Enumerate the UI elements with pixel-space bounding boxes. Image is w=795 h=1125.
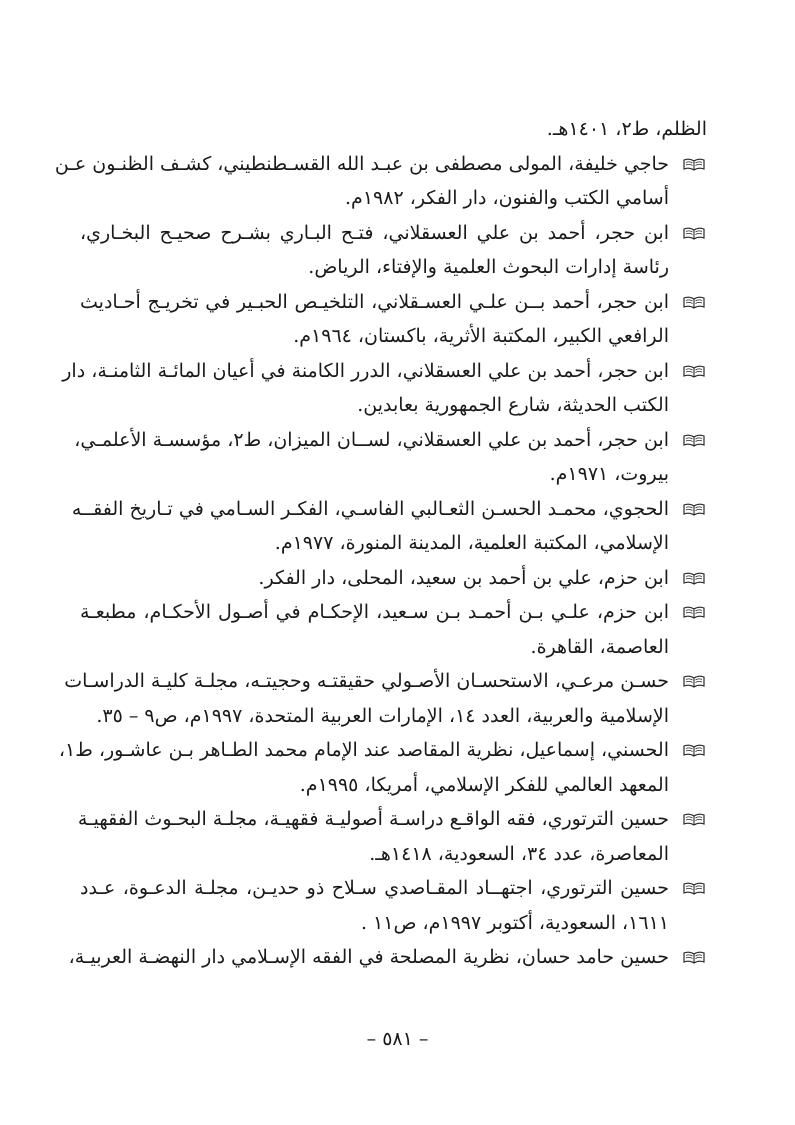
open-book-icon xyxy=(683,158,705,171)
bibliography-entries xyxy=(54,147,707,975)
entry-line: حاجي خليفة، المولى مصطفى بن عبـد الله القسـطنطيني، كشـف الظنـون عـن xyxy=(54,152,669,175)
open-book-icon xyxy=(683,813,705,826)
entry-line: بيروت، ١٩٧١م. xyxy=(549,463,669,485)
entry-line: ابن حزم، علي بن أحمد بن سعيد، المحلى، دار الفكر. xyxy=(258,566,669,589)
bibliography-entry xyxy=(71,492,707,561)
entry-line: الحجوي، محمـد الحسـن الثعـالبي الفاسـي، الفكـر السـامي في تـاريخ الفقــه xyxy=(71,497,669,520)
open-book-icon xyxy=(683,882,705,895)
entry-line: الإسلامي، المكتبة العلمية، المدينة المنورة، ١٩٧٧م. xyxy=(274,532,669,554)
open-book-icon xyxy=(683,434,705,447)
entry-line: ابن حجر، أحمد بن علي العسقلاني، فتـح البـاري بشـرح صحيـح البخـاري، xyxy=(80,221,669,244)
page-number: – ٥٨١ – xyxy=(366,1028,429,1050)
entry-line: الإسلامية والعربية، العدد ١٤، الإمارات العربية المتحدة، ١٩٩٧م، ص٩ – ٣٥. xyxy=(96,704,669,727)
entry-line: الكتب الحديثة، شارع الجمهورية بعابدين. xyxy=(357,394,669,416)
bibliography-entry xyxy=(54,147,707,216)
entry-line: المعاصرة، عدد ٣٤، السعودية، ١٤١٨هـ. xyxy=(369,842,669,865)
bibliography-entry xyxy=(68,940,707,975)
open-book-icon xyxy=(683,503,705,516)
entry-line: ابن حجر، أحمد بــن علـي العسـقلاني، التلخيـص الحبـير في تخريـج أحـاديث xyxy=(80,290,669,313)
bibliography xyxy=(54,112,707,975)
entry-line: المعهد العالمي للفكر الإسلامي، أمريكا، ١٩٩٥م. xyxy=(299,773,669,796)
entry-line: حسين حامد حسان، نظرية المصلحة في الفقه الإسـلامي دار النهضـة العربيـة، xyxy=(68,946,669,968)
open-book-icon xyxy=(683,744,705,757)
entry-line: العاصمة، القاهرة. xyxy=(530,635,669,658)
bibliography-entry xyxy=(58,733,707,802)
bibliography-entry xyxy=(80,561,707,596)
open-book-icon xyxy=(683,951,705,964)
bibliography-entry xyxy=(80,871,707,940)
entry-line: ابن حجر، أحمد بن علي العسقلاني، لســان الميزان، ط٢، مؤسسـة الأعلمـي، xyxy=(74,428,669,451)
bibliography-entry xyxy=(80,216,707,285)
bibliography-entry xyxy=(77,802,707,871)
entry-line: ابن حزم، علـي بـن أحمـد بـن سـعيد، الإحكـام في أصـول الأحكـام، مطبعـة xyxy=(80,601,669,623)
entry-line: ١٦١١، السعودية، أكتوبر ١٩٩٧م، ص١١ . xyxy=(360,911,669,934)
bibliography-entry xyxy=(80,595,707,664)
entry-line: حسين الترتوري، اجتهــاد المقـاصدي سـلاح ذو حديـن، مجلـة الدعـوة، عـدد xyxy=(80,877,669,899)
entry-line: الحسني، إسماعيل، نظرية المقاصد عند الإمام محمد الطـاهر بـن عاشـور، ط١، xyxy=(58,739,669,761)
entry-line: ابن حجر، أحمد بن علي العسقلاني، الدرر الكامنة في أعيان المائـة الثامنـة، دار xyxy=(62,359,669,382)
open-book-icon xyxy=(683,365,705,378)
entry-line: الرافعي الكبير، المكتبة الأثرية، باكستان، ١٩٦٤م. xyxy=(293,325,669,347)
entry-line: حسـن مرعـي، الاستحسـان الأصـولي حقيقتـه وحجيتـه، مجلـة كليـة الدراسـات xyxy=(64,670,669,692)
bibliography-entry xyxy=(74,423,707,492)
entry-line: حسين الترتوري، فقه الواقـع دراسـة أصوليـة فقهيـة، مجلـة البحـوث الفقهيـة xyxy=(77,808,669,830)
open-book-icon xyxy=(683,296,705,309)
open-book-icon xyxy=(683,675,705,688)
open-book-icon xyxy=(683,572,705,585)
bibliography-entry xyxy=(64,664,707,733)
open-book-icon xyxy=(683,606,705,619)
bibliography-entry xyxy=(80,285,707,354)
entry-line: رئاسة إدارات البحوث العلمية والإفتاء، الرياض. xyxy=(308,256,669,278)
bibliography-entry xyxy=(62,354,707,423)
entry-line: أسامي الكتب والفنون، دار الفكر، ١٩٨٢م. xyxy=(345,187,669,209)
continued-line: الظلم، ط٢، ١٤٠١هـ. xyxy=(546,118,707,140)
open-book-icon xyxy=(683,227,705,240)
